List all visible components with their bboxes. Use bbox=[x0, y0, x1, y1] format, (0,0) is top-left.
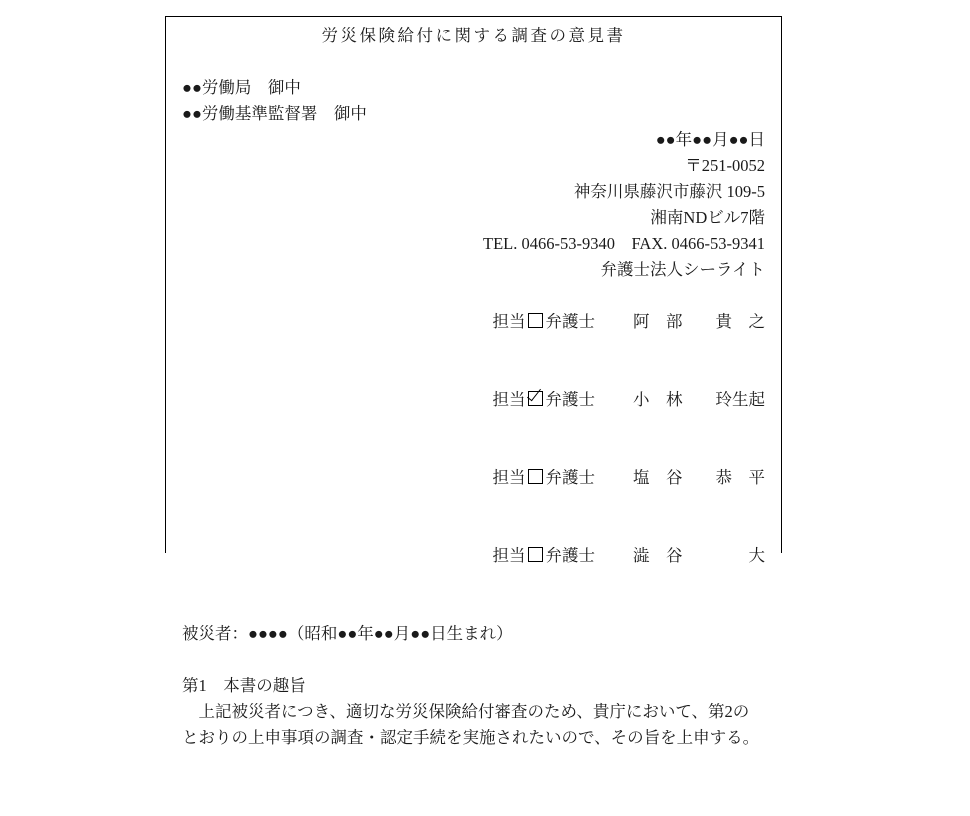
spacer bbox=[182, 647, 765, 673]
checkbox-unchecked-icon bbox=[528, 547, 543, 562]
firm-name: 弁護士法人シーライト bbox=[600, 260, 765, 279]
lawyer-name: 阿 部 貴 之 bbox=[633, 312, 765, 331]
lawyer-row bbox=[182, 283, 765, 361]
address-line-2: 湘南NDビル7階 bbox=[650, 208, 765, 227]
lawyer-row bbox=[182, 361, 765, 439]
lawyer-name: 小 林 玲生起 bbox=[633, 390, 765, 409]
lawyer-label-prefix: 担当 bbox=[492, 312, 526, 331]
checkbox-unchecked-icon bbox=[528, 313, 543, 328]
lawyer-label-suffix: 弁護士 bbox=[545, 468, 595, 487]
document-page bbox=[165, 16, 782, 747]
lawyer-row bbox=[182, 517, 765, 595]
tel-fax-line: TEL. 0466-53-9340 FAX. 0466-53-9341 bbox=[483, 234, 765, 253]
checkbox-checked-icon bbox=[528, 391, 543, 406]
lawyer-name: 澁 谷 大 bbox=[633, 546, 765, 565]
section-1-body-line-2: とおりの上申事項の調査・認定手続を実施されたいので、その旨を上申する。 bbox=[182, 728, 760, 747]
victim-line: 被災者：●●●●（昭和●●年●●月●●日生まれ） bbox=[182, 624, 513, 643]
section-1-heading: 第1 本書の趣旨 bbox=[182, 676, 306, 695]
spacer bbox=[182, 595, 765, 621]
lawyer-row bbox=[182, 439, 765, 517]
postal-code: 〒251-0052 bbox=[685, 156, 765, 175]
lawyer-label-prefix: 担当 bbox=[492, 390, 526, 409]
lawyer-name: 塩 谷 恭 平 bbox=[633, 468, 765, 487]
recipient-labor-bureau: ●●労働局 御中 bbox=[182, 78, 301, 97]
date-line: ●●年●●月●●日 bbox=[655, 130, 765, 149]
lawyer-label-suffix: 弁護士 bbox=[545, 312, 595, 331]
recipient-block bbox=[182, 75, 765, 127]
lawyer-label-suffix: 弁護士 bbox=[545, 546, 595, 565]
document-title: 労災保険給付に関する調査の意見書 bbox=[321, 26, 626, 45]
lawyer-label-prefix: 担当 bbox=[492, 546, 526, 565]
lawyer-label-prefix: 担当 bbox=[492, 468, 526, 487]
checkbox-unchecked-icon bbox=[528, 469, 543, 484]
recipient-labor-standards-office: ●●労働基準監督署 御中 bbox=[182, 104, 367, 123]
lawyer-label-suffix: 弁護士 bbox=[545, 390, 595, 409]
address-line-1: 神奈川県藤沢市藤沢 109-5 bbox=[573, 182, 765, 201]
section-1-body-line-1: 上記被災者につき、適切な労災保険給付審査のため、貴庁において、第2の bbox=[182, 702, 750, 721]
